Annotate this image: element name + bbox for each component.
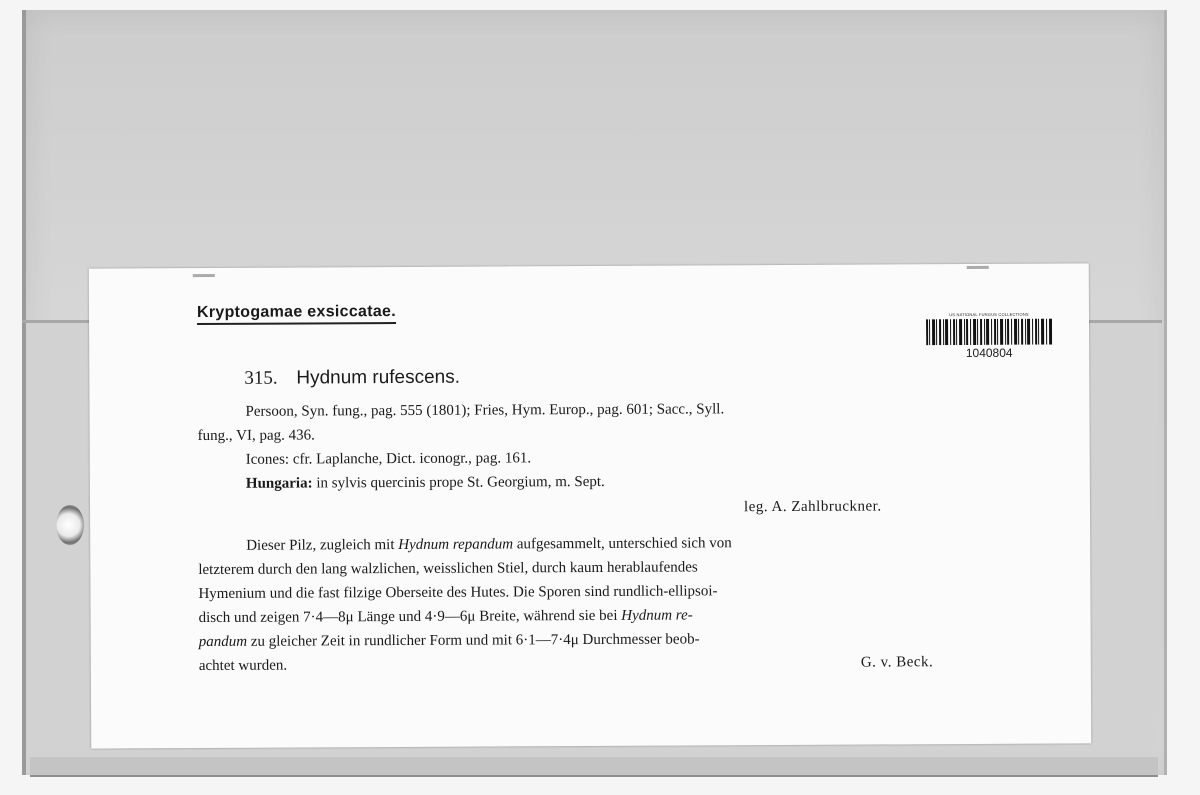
barcode-caption: US NATIONAL FUNGUS COLLECTIONS: [949, 311, 1029, 318]
description-italic: pandum: [198, 633, 248, 651]
locality-country: Hungaria:: [245, 475, 313, 492]
species-heading: [244, 367, 460, 390]
locality-line: [198, 468, 998, 496]
barcode-number: 1040804: [965, 345, 1013, 361]
species-name: Hydnum rufescens.: [296, 366, 461, 389]
icones-line: Icones: cfr. Laplanche, Dict. iconogr., pag. 161.: [245, 450, 532, 468]
specimen-label: [89, 263, 1091, 748]
barcode-sticker: [921, 312, 1057, 361]
locality-text: in sylvis quercinis prope St. Georgium, m. Sept.: [312, 473, 605, 492]
collector-line: leg. A. Zahlbruckner.: [743, 498, 882, 516]
description-text: Dieser Pilz, zugleich mit: [246, 537, 399, 554]
label-edge-mark: [967, 266, 989, 269]
description-text: disch und zeigen 7·4—8μ Länge und 4·9—6μ Breite, während sie bei: [198, 607, 622, 627]
packet-notch: [56, 505, 84, 545]
author-signature: G. v. Beck.: [860, 654, 934, 671]
description-text: zu gleicher Zeit in rundlicher Form und mit 6·1—7·4μ Durchmesser beob-: [247, 631, 700, 650]
label-edge-mark: [193, 274, 215, 277]
barcode-bars: [926, 319, 1052, 346]
series-title: Kryptogamae exsiccatae.: [197, 303, 396, 325]
exsiccata-number: 315.: [244, 367, 278, 389]
packet-bottom-edge: [30, 757, 1158, 777]
description-italic: Hydnum repandum: [398, 536, 514, 554]
reference-line: Persoon, Syn. fung., pag. 555 (1801); Fries, Hym. Europ., pag. 601; Sacc., Syll.: [245, 401, 725, 420]
description-text: aufgesammelt, unterschied sich von: [513, 535, 732, 553]
description-line: letzterem durch den lang walzlichen, weisslichen Stiel, durch kaum herablaufendes: [198, 559, 698, 579]
description-line: achtet wurden.: [198, 657, 288, 675]
reference-line: fung., VI, pag. 436.: [197, 427, 315, 445]
references-block: [197, 396, 997, 496]
description-italic: Hydnum re-: [621, 607, 693, 624]
description-line: Hymenium und die fast filzige Oberseite des Hutes. Die Sporen sind rundlich-ellipsoi-: [198, 583, 718, 603]
